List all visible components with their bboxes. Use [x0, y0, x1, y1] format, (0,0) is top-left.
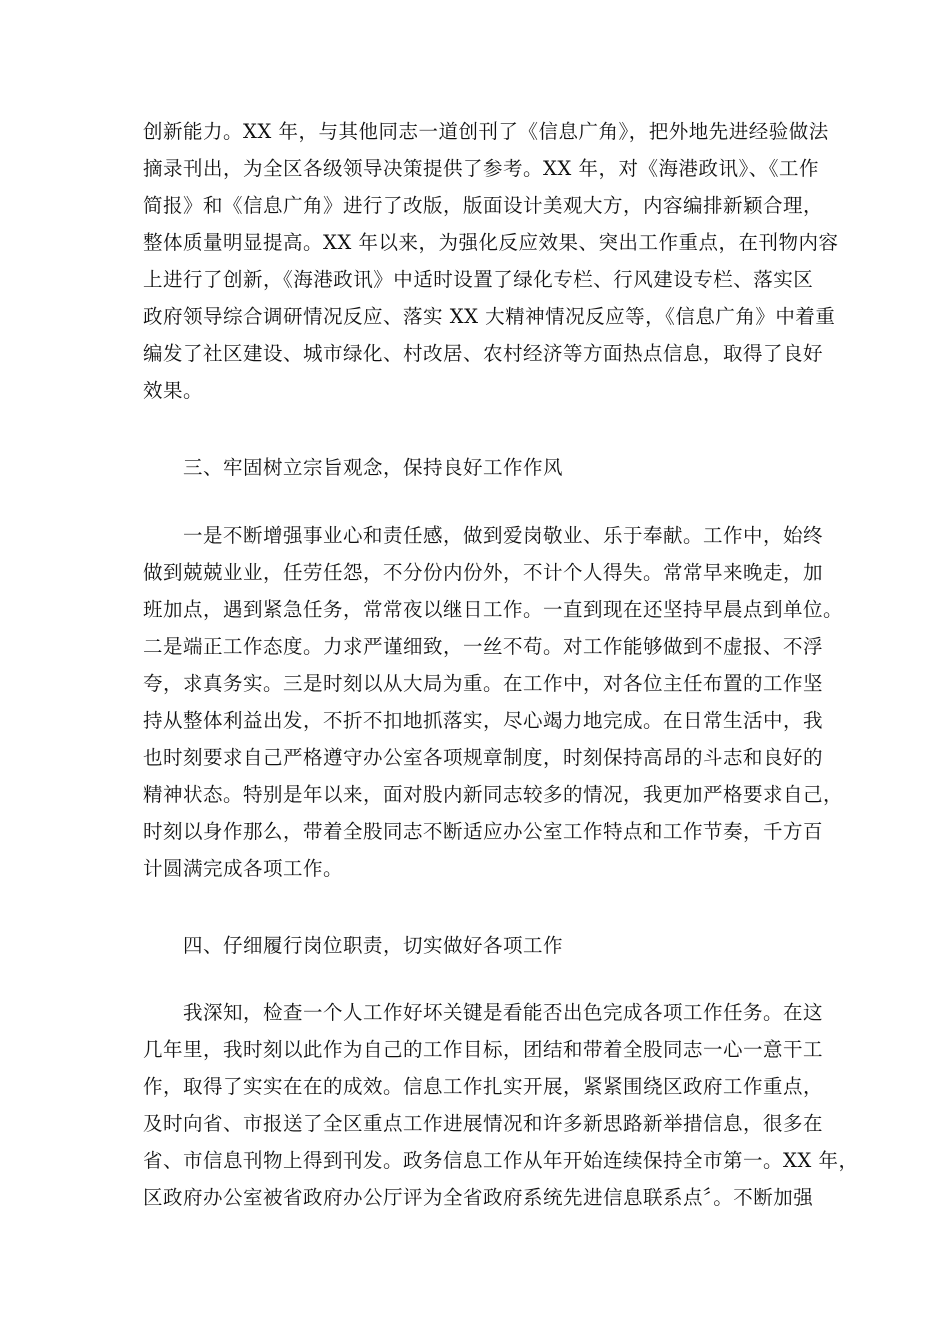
text-line: 几年里，我时刻以此作为自己的工作目标，团结和带着全股同志一心一意干工 [143, 1038, 824, 1061]
paragraph-duties [143, 994, 859, 1216]
text-line: 夸，求真务实。三是时刻以从大局为重。在工作中，对各位主任布置的工作坚 [143, 672, 824, 695]
text-line: 计圆满完成各项工作。 [143, 857, 344, 880]
section-heading-text: 四、仔细履行岗位职责，切实做好各项工作 [143, 934, 564, 957]
text-line: 时刻以身作那么，带着全股同志不断适应办公室工作特点和工作节奏，千方百 [143, 820, 824, 843]
section-heading-4 [143, 927, 807, 964]
text-line: 上进行了创新，《海港政讯》中适时设置了绿化专栏、行风建设专栏、落实区 [143, 268, 814, 291]
text-line: 政府领导综合调研情况反应、落实 XX 大精神情况反应等，《信息广角》中着重 [143, 305, 836, 328]
text-line: 做到兢兢业业，任劳任怨，不分份内份外，不计个人得失。常常早来晚走，加 [143, 561, 824, 584]
text-line: 效果。 [143, 379, 204, 402]
text-line: 编发了社区建设、城市绿化、村改居、农村经济等方面热点信息，取得了良好 [143, 342, 824, 365]
text-line: 也时刻要求自己严格遵守办公室各项规章制度，时刻保持高昂的斗志和良好的 [143, 746, 824, 769]
text-line: 及时向省、市报送了全区重点工作进展情况和许多新思路新举措信息，很多在 [143, 1112, 824, 1135]
text-line: 精神状态。特别是年以来，面对股内新同志较多的情况，我更加严格要求自己， [143, 783, 844, 806]
text-line: 我深知，检查一个人工作好坏关键是看能否出色完成各项工作任务。在这 [143, 1001, 824, 1024]
text-line: 省、市信息刊物上得到刊发。政务信息工作从年开始连续保持全市第一。XX 年， [143, 1149, 859, 1172]
section-heading-3 [143, 449, 807, 486]
text-line: 区政府办公室被省政府办公厅评为全省政府系统先进信息联系点〞。不断加强 [143, 1186, 814, 1209]
text-line: 二是端正工作态度。力求严谨细致，一丝不苟。对工作能够做到不虚报、不浮 [143, 635, 824, 658]
text-line: 摘录刊出，为全区各级领导决策提供了参考。XX 年，对《海港政讯》、《工作 [143, 157, 819, 180]
text-line: 作，取得了实实在在的成效。信息工作扎实开展，紧紧围绕区政府工作重点， [143, 1075, 824, 1098]
text-line: 简报》和《信息广角》进行了改版，版面设计美观大方，内容编排新颖合理， [143, 194, 824, 217]
paragraph-information-innovation [143, 113, 839, 409]
section-heading-text: 三、牢固树立宗旨观念，保持良好工作作风 [143, 456, 564, 479]
text-line: 班加点，遇到紧急任务，常常夜以继日工作。一直到现在还坚持早晨点到单位。 [143, 598, 844, 621]
text-line: 整体质量明显提高。XX 年以来，为强化反应效果、突出工作重点，在刊物内容 [143, 231, 839, 254]
text-line: 持从整体利益出发，不折不扣地抓落实，尽心竭力地完成。在日常生活中，我 [143, 709, 824, 732]
paragraph-work-style [143, 517, 844, 887]
text-line: 创新能力。XX 年，与其他同志一道创刊了《信息广角》，把外地先进经验做法 [143, 120, 829, 143]
text-line: 一是不断增强事业心和责任感，做到爱岗敬业、乐于奉献。工作中，始终 [143, 524, 824, 547]
